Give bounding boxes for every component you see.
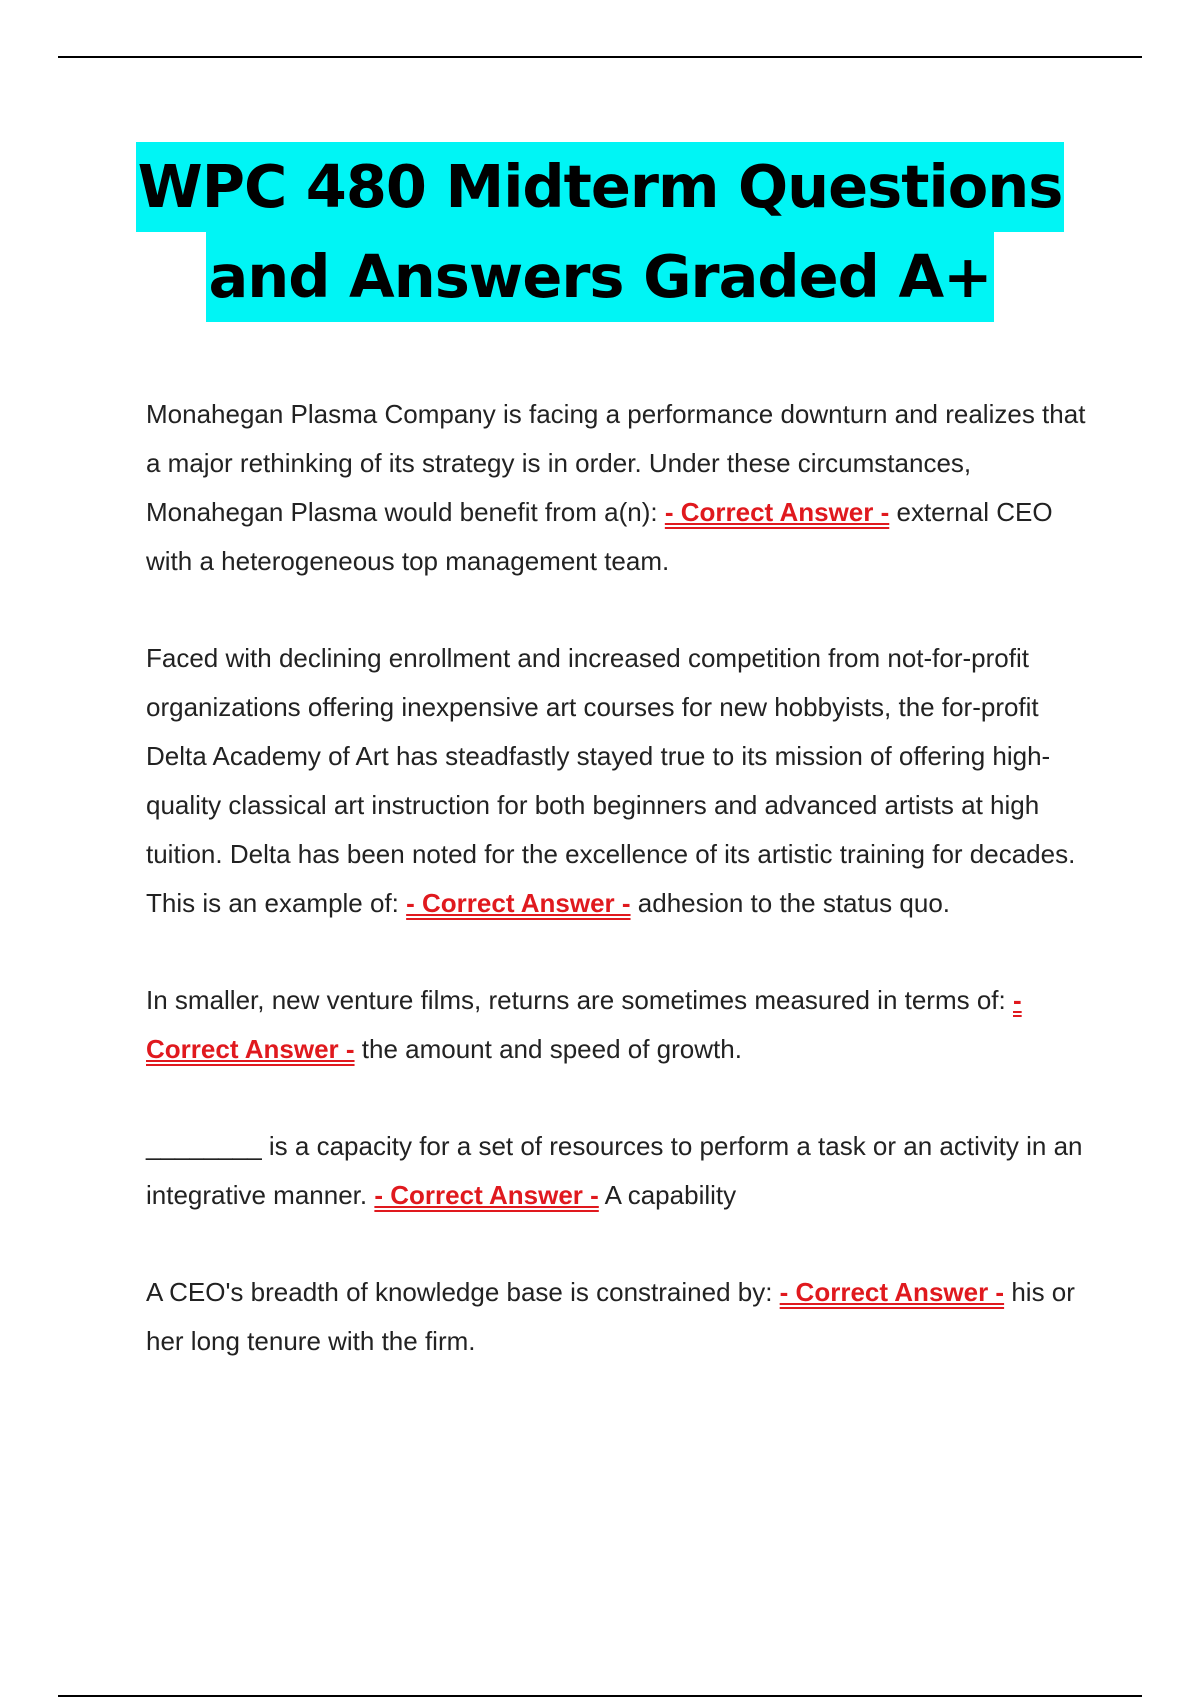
qa-item-3 <box>146 976 1086 1074</box>
correct-answer-label: - Correct Answer - <box>664 497 890 527</box>
question-text: Faced with declining enrollment and increased competition from not-for-profit organizations offering inexpensive art courses for new hobbyists, the for-profit Delta Academy of Art has steadfastly stayed true to its mission of offering high-quality classical art instruction for both beginners and advanced artists at high tuition. Delta has been noted for the excellence of its artistic training for decades. This is an example of: <box>146 643 1076 918</box>
question-text: In smaller, new venture films, returns are sometimes measured in terms of: <box>146 985 1006 1015</box>
answer-text: A capability <box>604 1180 737 1210</box>
title-line-2: and Answers Graded A+ <box>206 232 993 322</box>
qa-list <box>146 390 1086 1414</box>
document-title <box>0 142 1200 322</box>
question-text: A CEO's breadth of knowledge base is constrained by: <box>146 1277 773 1307</box>
question-text: Monahegan Plasma Company is facing a performance downturn and realizes that a major rethinking of its strategy is in order. Under these circumstances, Monahegan Plasma would benefit from a(n): <box>146 399 1086 527</box>
correct-answer-label: - Correct Answer - <box>374 1180 599 1210</box>
correct-answer-label: - Correct Answer - <box>406 888 631 918</box>
qa-item-4 <box>146 1122 1086 1220</box>
answer-text: his or her long tenure with the firm. <box>146 1277 1075 1356</box>
footer-rule <box>58 1695 1142 1697</box>
answer-text: adhesion to the status quo. <box>637 888 951 918</box>
qa-item-5 <box>146 1268 1086 1366</box>
qa-item-2 <box>146 634 1086 928</box>
qa-item-1 <box>146 390 1086 586</box>
title-line-1: WPC 480 Midterm Questions <box>136 142 1065 232</box>
correct-answer-label: - Correct Answer - <box>146 985 1022 1064</box>
answer-text: external CEO with a heterogeneous top management team. <box>146 497 1053 576</box>
header-rule <box>58 56 1142 58</box>
correct-answer-label: - Correct Answer - <box>779 1277 1005 1307</box>
answer-text: the amount and speed of growth. <box>361 1034 742 1064</box>
question-text: ________ is a capacity for a set of resources to perform a task or an activity in an integrative manner. <box>146 1131 1083 1210</box>
